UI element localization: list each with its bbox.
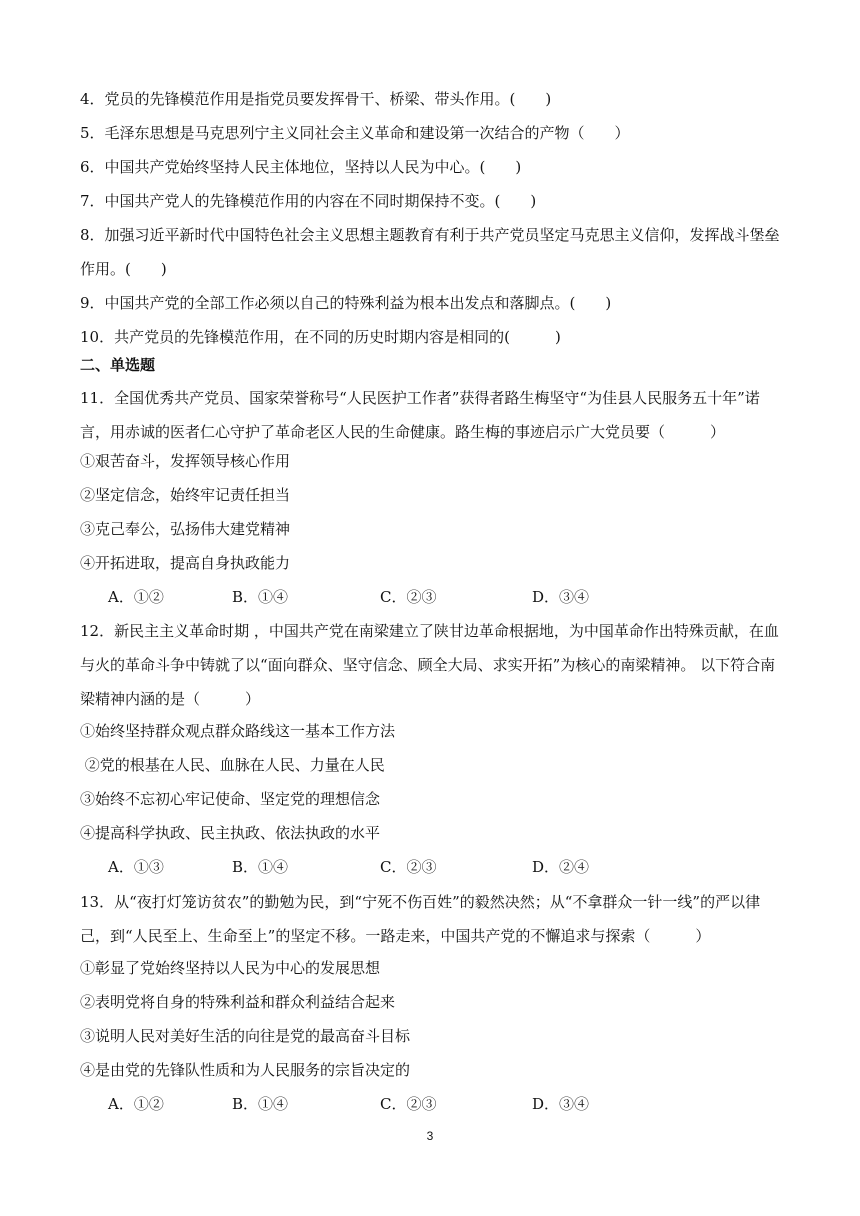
- question-12-option-c[interactable]: C．②③: [380, 858, 437, 876]
- question-12-stem: 12．新民主主义革命时期 ，中国共产党在南梁建立了陕甘边革命根据地，为中国革命作出特殊贡献，在血与火的革命斗争中铸就了以“面向群众、坚守信念、顾全大局、求实开拓”为核心的南梁精神。 以下符合南梁精神内涵的是（ ）: [80, 622, 779, 708]
- judgement-q6: 6．中国共产党始终坚持人民主体地位，坚持以人民为中心。( ): [80, 158, 522, 176]
- question-13-item-3: ③说明人民对美好生活的向往是党的最高奋斗目标: [80, 1027, 411, 1045]
- judgement-q4: 4．党员的先锋模范作用是指党员要发挥骨干、桥梁、带头作用。( ): [80, 90, 552, 108]
- question-13-option-d[interactable]: D．③④: [532, 1095, 590, 1113]
- question-13-stem: 13．从“夜打灯笼访贫农”的勤勉为民，到“宁死不伤百姓”的毅然决然；从“不拿群众一针一线”的严以律己，到“人民至上、生命至上”的坚定不移。一路走来，中国共产党的不懈追求与探索（ ）: [80, 893, 761, 945]
- question-12-item-1: ①始终坚持群众观点群众路线这一基本工作方法: [80, 722, 396, 740]
- question-12-option-d[interactable]: D．②④: [532, 858, 590, 876]
- page-number: 3: [426, 1129, 434, 1143]
- question-11-option-c[interactable]: C．②③: [380, 588, 437, 606]
- question-12-item-3: ③始终不忘初心牢记使命、坚定党的理想信念: [80, 790, 381, 808]
- judgement-q9: 9．中国共产党的全部工作必须以自己的特殊利益为根本出发点和落脚点。( ): [80, 294, 612, 312]
- question-11-option-d[interactable]: D．③④: [532, 588, 590, 606]
- judgement-q10: 10．共产党员的先锋模范作用，在不同的历史时期内容是相同的( ): [80, 328, 561, 346]
- judgement-q5: 5．毛泽东思想是马克思列宁主义同社会主义革命和建设第一次结合的产物（ ）: [80, 124, 630, 142]
- question-11-stem: 11．全国优秀共产党员、国家荣誉称号“人民医护工作者”获得者路生梅坚守“为佳县人民服务五十年”诺言，用赤诚的医者仁心守护了革命老区人民的生命健康。路生梅的事迹启示广大党员要（ ）: [80, 389, 760, 441]
- question-13-option-b[interactable]: B．①④: [232, 1095, 289, 1113]
- question-11-item-2: ②坚定信念，始终牢记责任担当: [80, 486, 291, 504]
- question-11-item-3: ③克己奉公，弘扬伟大建党精神: [80, 520, 291, 538]
- question-12-option-a[interactable]: A．①③: [108, 858, 164, 876]
- question-11-option-b[interactable]: B．①④: [232, 588, 289, 606]
- question-13-option-a[interactable]: A．①②: [108, 1095, 164, 1113]
- question-12-item-4: ④提高科学执政、民主执政、依法执政的水平: [80, 824, 381, 842]
- question-12-option-b[interactable]: B．①④: [232, 858, 289, 876]
- section-heading: 二、单选题: [80, 356, 156, 374]
- question-11-item-1: ①艰苦奋斗，发挥领导核心作用: [80, 452, 291, 470]
- question-12-item-2: ②党的根基在人民、血脉在人民、力量在人民: [80, 756, 385, 774]
- question-13-item-2: ②表明党将自身的特殊利益和群众利益结合起来: [80, 993, 396, 1011]
- judgement-q8: 8．加强习近平新时代中国特色社会主义思想主题教育有利于共产党员坚定马克思主义信仰，发挥战斗堡垒作用。( ): [80, 226, 780, 278]
- question-13-item-1: ①彰显了党始终坚持以人民为中心的发展思想: [80, 959, 381, 977]
- judgement-q7: 7．中国共产党人的先锋模范作用的内容在不同时期保持不变。( ): [80, 192, 537, 210]
- question-11-option-a[interactable]: A．①②: [108, 588, 164, 606]
- question-13-option-c[interactable]: C．②③: [380, 1095, 437, 1113]
- question-13-item-4: ④是由党的先锋队性质和为人民服务的宗旨决定的: [80, 1061, 411, 1079]
- question-11-item-4: ④开拓进取，提高自身执政能力: [80, 554, 291, 572]
